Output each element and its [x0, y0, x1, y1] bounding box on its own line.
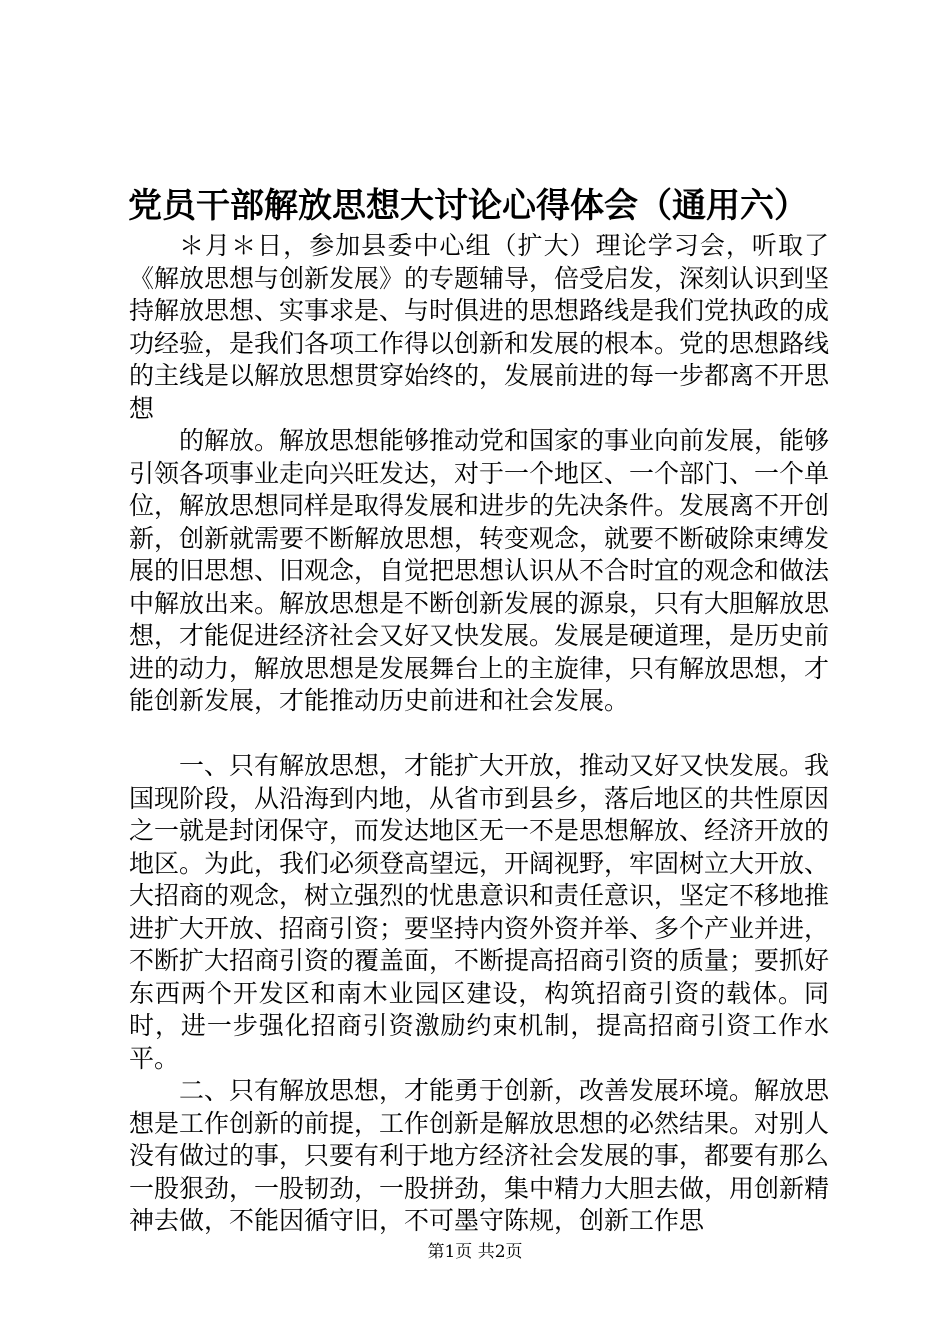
- page-footer: 第1页 共2页: [427, 1242, 523, 1262]
- paragraph-point-one: 一、只有解放思想，才能扩大开放，推动又好又快发展。我国现阶段，从沿海到内地，从省市到县乡，落后地区的共性原因之一就是封闭保守，而发达地区无一不是思想解放、经济开放的地区。为此，我们必须登高望远，开阔视野，牢固树立大开放、大招商的观念，树立强烈的忧患意识和责任意识，坚定不移地推进扩大开放、招商引资；要坚持内资外资并举、多个产业并进，不断扩大招商引资的覆盖面，不断提高招商引资的质量；要抓好东西两个开发区和南木业园区建设，构筑招商引资的载体。同时，进一步强化招商引资激励约束机制，提高招商引资工作水平。: [129, 751, 830, 1073]
- paragraph-point-two: 二、只有解放思想，才能勇于创新，改善发展环境。解放思想是工作创新的前提，工作创新是解放思想的必然结果。对别人没有做过的事，只要有利于地方经济社会发展的事，都要有那么一股狠劲，一股韧劲，一股拼劲，集中精力大胆去做，用创新精神去做，不能因循守旧，不可墨守陈规，创新工作思: [129, 1076, 830, 1235]
- document-body: [129, 230, 829, 1238]
- paragraph-intro: ＊月＊日，参加县委中心组（扩大）理论学习会，听取了《解放思想与创新发展》的专题辅导，倍受启发，深刻认识到坚持解放思想、实事求是、与时俱进的思想路线是我们党执政的成功经验，是我们各项工作得以创新和发展的根本。党的思想路线的主线是以解放思想贯穿始终的，发展前进的每一步都离不开思想: [129, 231, 830, 423]
- document-title: 党员干部解放思想大讨论心得体会（通用六）: [128, 186, 808, 226]
- blank-line: [129, 718, 829, 751]
- paragraph-continuation: 的解放。解放思想能够推动党和国家的事业向前发展，能够引领各项事业走向兴旺发达，对于一个地区、一个部门、一个单位，解放思想同样是取得发展和进步的先决条件。发展离不开创新，创新就需要不断解放思想，转变观念，就要不断破除束缚发展的旧思想、旧观念，自觉把思想认识从不合时宜的观念和做法中解放出来。解放思想是不断创新发展的源泉，只有大胆解放思想，才能促进经济社会又好又快发展。发展是硬道理，是历史前进的动力，解放思想是发展舞台上的主旋律，只有解放思想，才能创新发展，才能推动历史前进和社会发展。: [129, 426, 830, 715]
